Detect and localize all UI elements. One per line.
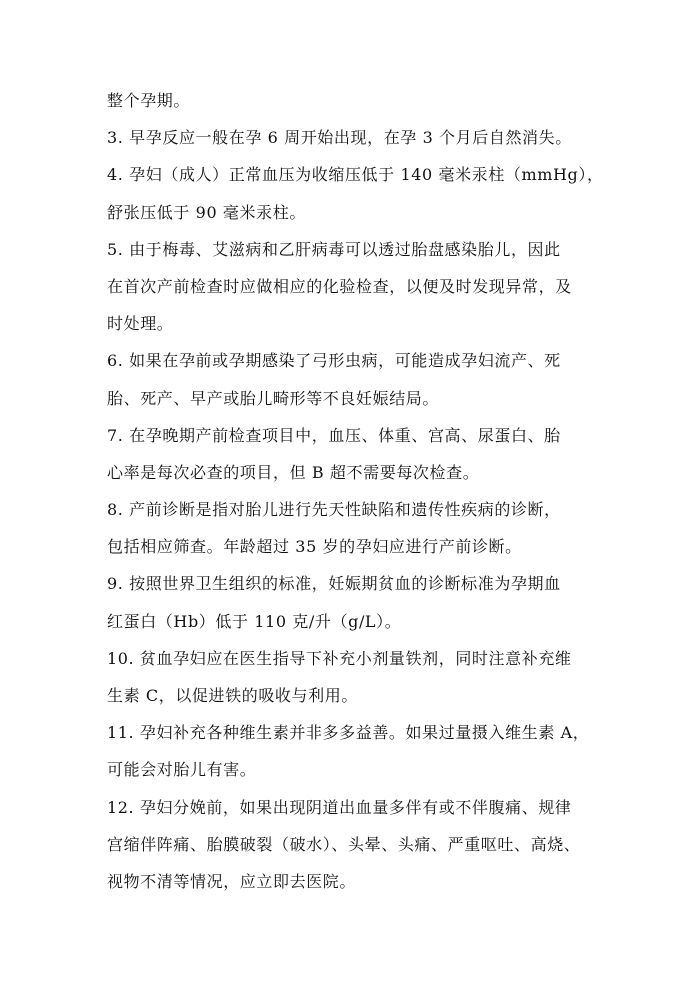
text-line: 视物不清等情况，应立即去医院。 — [107, 871, 357, 891]
text-line: 6. 如果在孕前或孕期感染了弓形虫病，可能造成孕妇流产、死 — [107, 351, 561, 371]
document-body — [107, 82, 612, 900]
text-line: 4. 孕妇（成人）正常血压为收缩压低于 140 毫米汞柱（mmHg）， — [107, 165, 604, 185]
text-line: 7. 在孕晚期产前检查项目中，血压、体重、宫高、尿蛋白、胎 — [107, 425, 561, 445]
text-line: 红蛋白（Hb）低于 110 克/升（g/L）。 — [107, 611, 402, 631]
text-line: 心率是每次必查的项目，但 B 超不需要每次检查。 — [107, 462, 480, 482]
text-line: 生素 C，以促进铁的吸收与利用。 — [107, 686, 358, 705]
text-line: 宫缩伴阵痛、胎膜破裂（破水）、头晕、头痛、严重呕吐、高烧、 — [107, 834, 581, 854]
text-line: 12. 孕妇分娩前，如果出现阴道出血量多伴有或不伴腹痛、规律 — [107, 797, 572, 817]
text-line: 9. 按照世界卫生组织的标准，妊娠期贫血的诊断标准为孕期血 — [107, 574, 561, 594]
text-line: 5. 由于梅毒、艾滋病和乙肝病毒可以透过胎盘感染胎儿，因此 — [107, 239, 561, 259]
text-line: 在首次产前检查时应做相应的化验检查，以便及时发现异常，及 — [107, 276, 572, 296]
text-line: 可能会对胎儿有害。 — [107, 760, 257, 780]
text-line: 10. 贫血孕妇应在医生指导下补充小剂量铁剂，同时注意补充维 — [107, 648, 572, 668]
text-line: 3. 早孕反应一般在孕 6 周开始出现，在孕 3 个月后自然消失。 — [107, 128, 572, 148]
text-line: 11. 孕妇补充各种维生素并非多多益善。如果过量摄入维生素 A， — [107, 723, 590, 743]
text-line: 整个孕期。 — [107, 91, 191, 110]
text-line: 时处理。 — [107, 314, 174, 334]
text-line: 胎、死产、早产或胎儿畸形等不良妊娠结局。 — [107, 388, 440, 408]
text-line: 舒张压低于 90 毫米汞柱。 — [107, 202, 306, 222]
text-line: 8. 产前诊断是指对胎儿进行先天性缺陷和遗传性疾病的诊断， — [107, 500, 561, 520]
text-line: 包括相应筛查。年龄超过 35 岁的孕妇应进行产前诊断。 — [107, 537, 522, 557]
